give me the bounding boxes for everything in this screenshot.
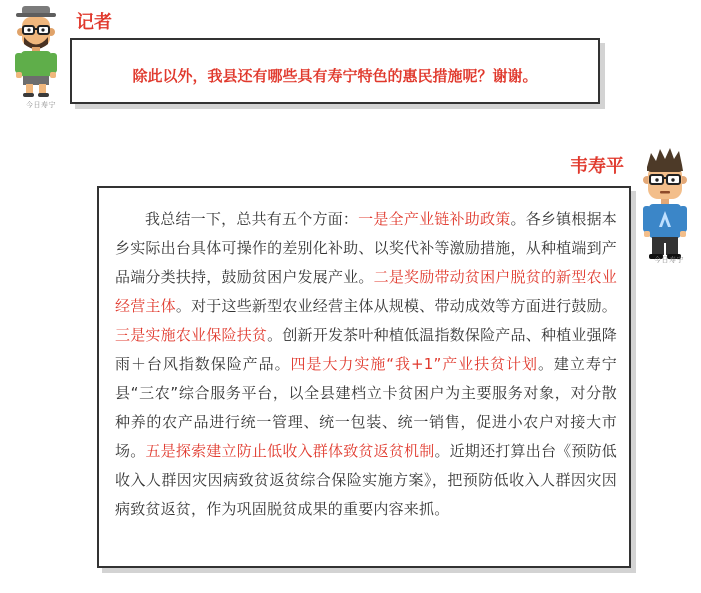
question-bubble [70,38,600,104]
answer-segment: 。对于这些新型农业经营主体从规模、带动成效等方面进行鼓励。 [175,297,617,315]
reporter-avatar [8,4,64,100]
answer-highlight: 一是全产业链补助政策 [358,210,511,228]
answer-segment: 我总结一下，总共有五个方面： [145,210,359,228]
answer-bubble [97,186,631,568]
answer-segment: 。创新开发茶叶种植低温指数保险产品、种植业强降雨＋台风指数保险产品。 [115,326,617,373]
answer-highlight: 五是探索建立防止低收入群体致贫返贫机制 [145,442,435,460]
answer-highlight: 二是奖励带动贫困户脱贫的新型农业经营主体 [115,268,617,315]
official-watermark: 今日寿宁 [654,256,684,264]
answer-segment: 。建立寿宁县“三农”综合服务平台，以全县建档立卡贫困户为主要服务对象，对分散种养的农产品进行统一管理、统一包装、统一销售，促进小农户对接大市场。 [115,355,617,460]
reporter-name: 记者 [76,12,112,33]
answer-segment: 。近期还打算出台《预防低收入人群因灾因病致贫返贫综合保险实施方案》，把预防低收入人群因灾因病致贫返贫，作为巩固脱贫成果的重要内容来抓。 [115,442,617,518]
official-avatar [638,147,692,265]
answer-text [115,205,617,524]
reporter-watermark: 今日寿宁 [26,101,56,109]
answer-segment: 。各乡镇根据本乡实际出台具体可操作的差别化补助、以奖代补等激励措施，从种植端到产品端分类扶持，鼓励贫困户发展产业。 [115,210,617,286]
question-text: 除此以外，我县还有哪些具有寿宁特色的惠民措施呢？谢谢。 [132,67,538,85]
official-name: 韦寿平 [570,156,624,177]
answer-highlight: 四是大力实施“我+1”产业扶贫计划 [290,355,538,373]
answer-highlight: 三是实施农业保险扶贫 [115,326,268,344]
